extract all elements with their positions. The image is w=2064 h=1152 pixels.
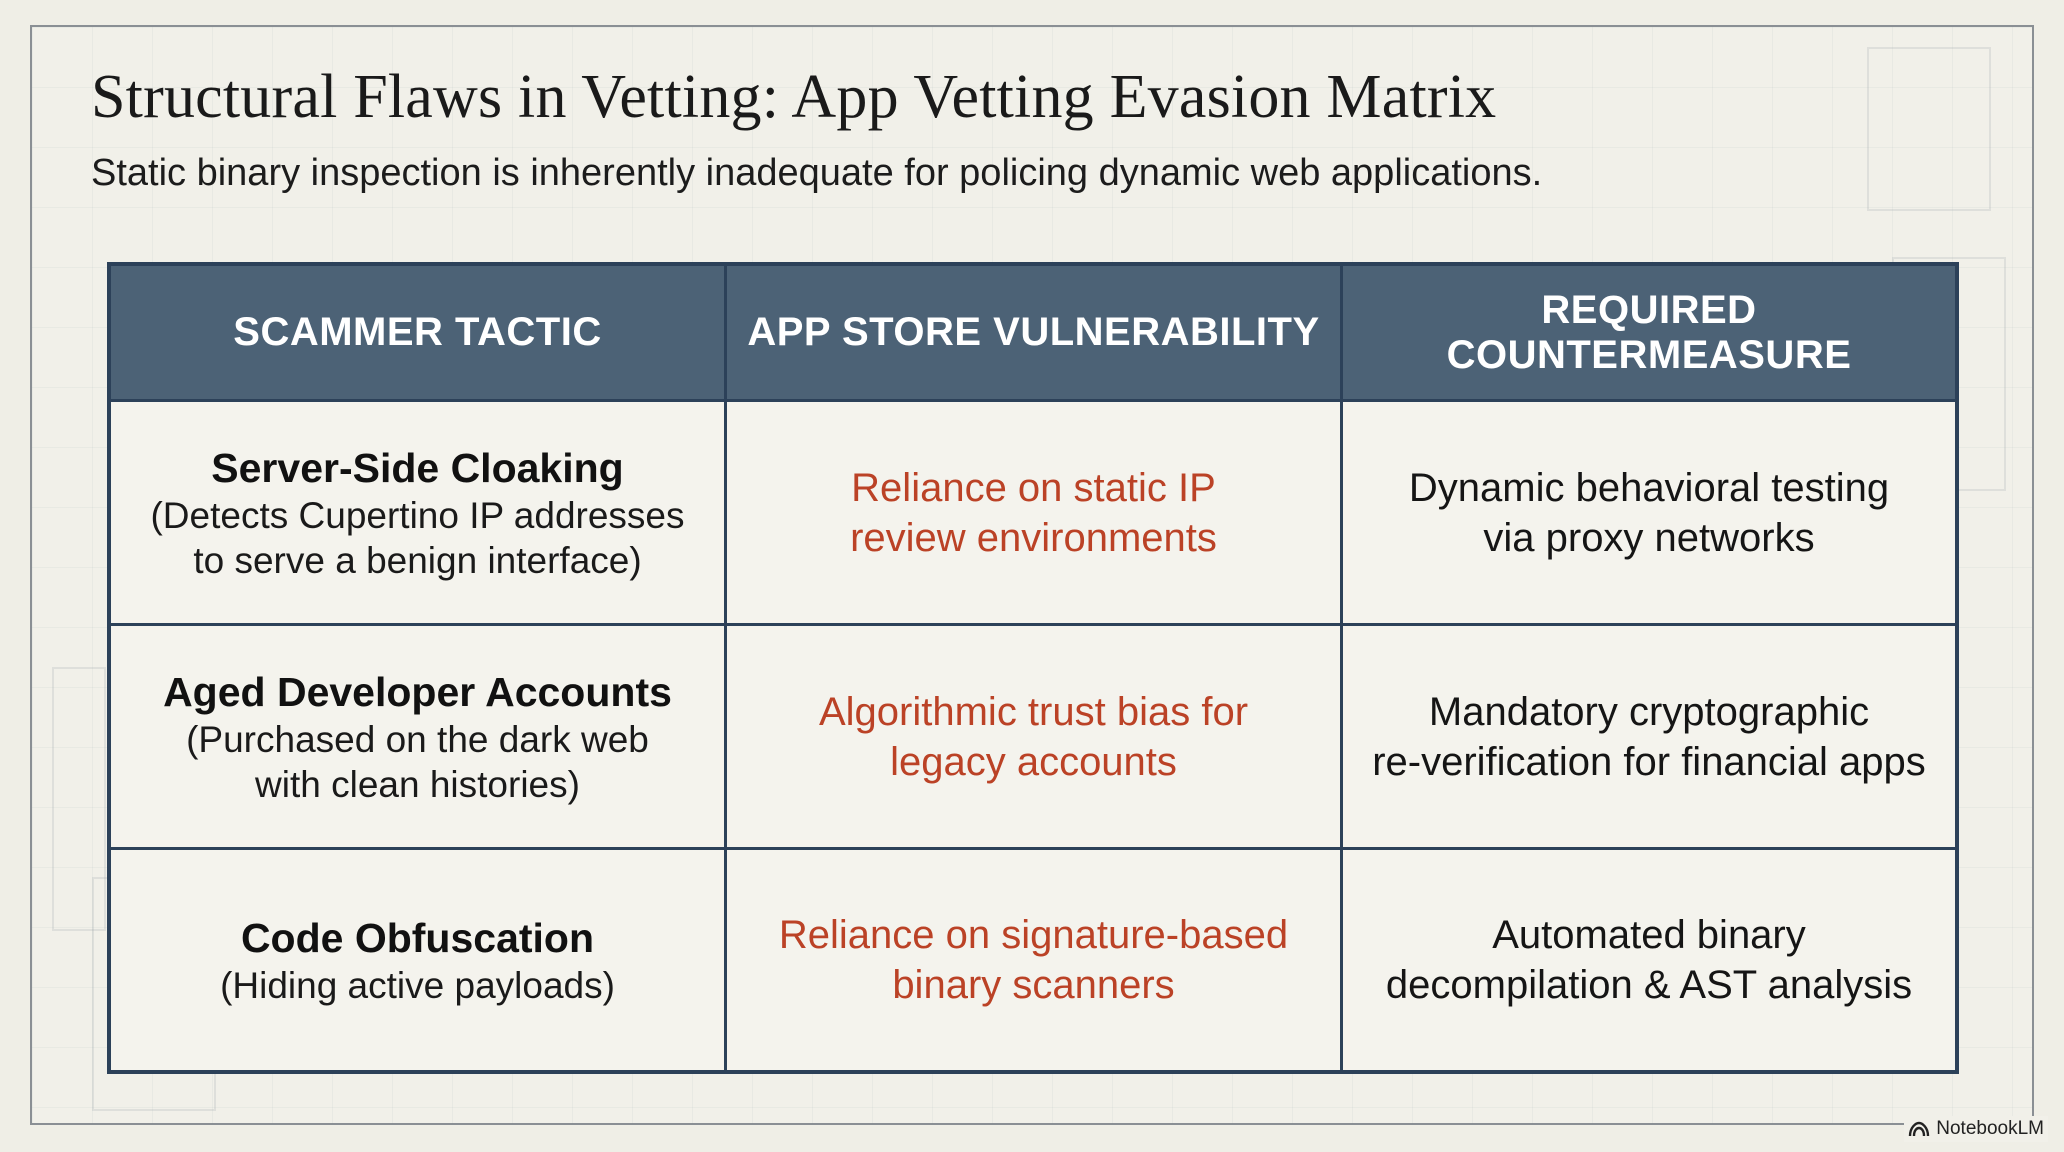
- tactic-detail: (Hiding active payloads): [220, 964, 615, 1006]
- tactic-name: Code Obfuscation: [240, 914, 595, 961]
- countermeasure-text: via proxy networks: [1483, 515, 1815, 560]
- notebooklm-watermark: [1904, 1116, 2048, 1142]
- background-blueprint-frame: [1867, 47, 1991, 211]
- column-header-app-store-vulnerability: APP STORE VULNERABILITY: [727, 266, 1343, 402]
- vulnerability-text: Reliance on static IP: [851, 465, 1216, 510]
- notebooklm-logo-icon: [1908, 1121, 1930, 1137]
- countermeasure-text: Automated binary: [1492, 913, 1806, 957]
- countermeasure-text: Mandatory cryptographic: [1428, 689, 1870, 734]
- table-cell-vulnerability: [727, 850, 1343, 1070]
- countermeasure-text: decompilation & AST analysis: [1385, 963, 1913, 1007]
- table-cell-countermeasure: [1343, 402, 1955, 626]
- table-cell-tactic: [111, 850, 727, 1070]
- tactic-detail: (Detects Cupertino IP addresses: [150, 494, 685, 536]
- brand-label: NotebookLM: [1936, 1118, 2044, 1139]
- tactic-detail: to serve a benign interface): [193, 539, 642, 581]
- vulnerability-text: review environments: [850, 515, 1217, 560]
- table-cell-tactic: [111, 402, 727, 626]
- column-header-required-countermeasure: REQUIRED COUNTERMEASURE: [1343, 266, 1955, 402]
- tactic-name: Server-Side Cloaking: [211, 444, 624, 491]
- vulnerability-text: legacy accounts: [890, 739, 1177, 784]
- vulnerability-text: binary scanners: [892, 963, 1175, 1007]
- tactic-detail: (Purchased on the dark web: [186, 718, 649, 760]
- countermeasure-text: re-verification for financial apps: [1372, 739, 1926, 784]
- tactic-name: Aged Developer Accounts: [163, 668, 672, 715]
- table-cell-countermeasure: [1343, 850, 1955, 1070]
- page-title: Structural Flaws in Vetting: App Vetting Evasion Matrix: [91, 63, 1497, 131]
- column-header-scammer-tactic: SCAMMER TACTIC: [111, 266, 727, 402]
- background-blueprint-frame: [52, 667, 106, 931]
- evasion-matrix-table: [107, 262, 1959, 1074]
- tactic-detail: with clean histories): [255, 763, 580, 805]
- vulnerability-text: Reliance on signature-based: [778, 913, 1289, 957]
- table-cell-vulnerability: [727, 626, 1343, 850]
- table-cell-vulnerability: [727, 402, 1343, 626]
- countermeasure-text: Dynamic behavioral testing: [1408, 465, 1890, 510]
- page-subtitle: Static binary inspection is inherently inadequate for policing dynamic web applications.: [91, 152, 1543, 194]
- vulnerability-text: Algorithmic trust bias for: [818, 689, 1249, 734]
- table-cell-countermeasure: [1343, 626, 1955, 850]
- table-cell-tactic: [111, 626, 727, 850]
